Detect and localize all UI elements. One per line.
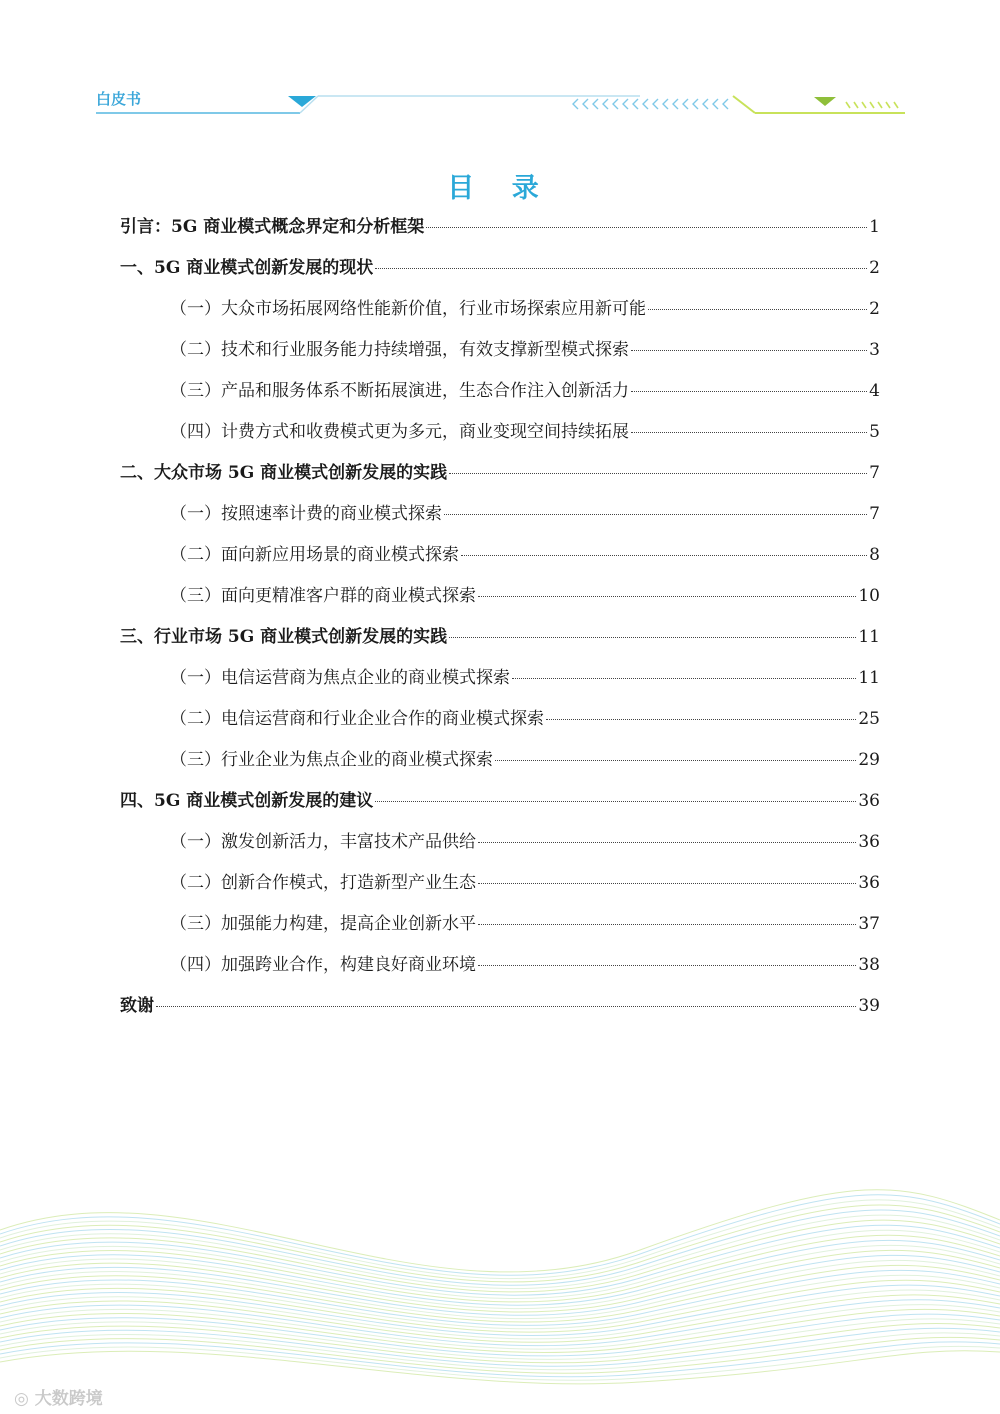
- toc-dot-leader: [375, 801, 856, 802]
- toc-entry-text: （四）加强跨业合作，构建良好商业环境: [170, 955, 476, 975]
- toc-dot-leader: [426, 227, 867, 228]
- toc-entry-text: （一）激发创新活力，丰富技术产品供给: [170, 832, 476, 852]
- watermark-text: 大数跨境: [34, 1389, 103, 1409]
- toc-entry-text: 二、大众市场 5G 商业模式创新发展的实践: [120, 463, 448, 483]
- toc-entry[interactable]: [120, 540, 880, 581]
- toc-entry-text: （四）计费方式和收费模式更为多元，商业变现空间持续拓展: [170, 422, 629, 442]
- toc-dot-leader: [631, 350, 867, 351]
- toc-page-number: 3: [869, 340, 880, 360]
- decorative-wave-lines: [0, 1150, 1000, 1414]
- header-label: 白皮书: [96, 90, 142, 108]
- toc-entry-text: 引言：5G 商业模式概念界定和分析框架: [120, 217, 425, 237]
- header-decoration: [0, 0, 1000, 130]
- toc-dot-leader: [478, 924, 856, 925]
- watermark: [14, 1384, 103, 1409]
- toc-page-number: 4: [869, 381, 880, 401]
- toc-dot-leader: [631, 432, 867, 433]
- toc-page-number: 37: [858, 914, 880, 934]
- toc-entry[interactable]: [120, 663, 880, 704]
- toc-page-number: 38: [858, 955, 880, 975]
- page-header: [0, 0, 1000, 130]
- toc-entry[interactable]: [120, 458, 880, 499]
- toc-dot-leader: [495, 760, 856, 761]
- toc-dot-leader: [478, 596, 856, 597]
- table-of-contents: [120, 212, 880, 1032]
- toc-dot-leader: [478, 883, 856, 884]
- watermark-logo-icon: ◎: [14, 1389, 35, 1409]
- toc-entry[interactable]: [120, 622, 880, 663]
- toc-page-number: 8: [869, 545, 880, 565]
- toc-page-number: 7: [869, 463, 880, 483]
- toc-dot-leader: [156, 1006, 856, 1007]
- toc-entry[interactable]: [120, 417, 880, 458]
- toc-entry-text: 致谢: [120, 996, 154, 1016]
- toc-dot-leader: [449, 473, 867, 474]
- toc-page-number: 11: [858, 627, 880, 647]
- toc-dot-leader: [631, 391, 867, 392]
- toc-page-number: 2: [869, 258, 880, 278]
- triangle-marker-lime-icon: [814, 97, 836, 106]
- toc-dot-leader: [444, 514, 867, 515]
- toc-entry-text: 四、5G 商业模式创新发展的建议: [120, 791, 374, 811]
- toc-entry[interactable]: [120, 253, 880, 294]
- toc-entry[interactable]: [120, 786, 880, 827]
- toc-entry[interactable]: [120, 212, 880, 253]
- toc-dot-leader: [478, 965, 856, 966]
- toc-entry[interactable]: [120, 376, 880, 417]
- toc-entry-text: 一、5G 商业模式创新发展的现状: [120, 258, 374, 278]
- toc-entry-text: （二）技术和行业服务能力持续增强，有效支撑新型模式探索: [170, 340, 629, 360]
- toc-page-number: 29: [858, 750, 880, 770]
- toc-entry-text: （二）电信运营商和行业企业合作的商业模式探索: [170, 709, 544, 729]
- toc-dot-leader: [375, 268, 867, 269]
- toc-entry[interactable]: [120, 581, 880, 622]
- toc-entry[interactable]: [120, 909, 880, 950]
- toc-entry-text: （三）加强能力构建，提高企业创新水平: [170, 914, 476, 934]
- toc-entry-text: （一）电信运营商为焦点企业的商业模式探索: [170, 668, 510, 688]
- toc-page-number: 2: [869, 299, 880, 319]
- toc-entry-text: （三）产品和服务体系不断拓展演进，生态合作注入创新活力: [170, 381, 629, 401]
- toc-dot-leader: [512, 678, 856, 679]
- toc-page-number: 36: [858, 791, 880, 811]
- toc-dot-leader: [478, 842, 856, 843]
- toc-entry[interactable]: [120, 335, 880, 376]
- toc-entry-text: 三、行业市场 5G 商业模式创新发展的实践: [120, 627, 448, 647]
- toc-entry-text: （二）面向新应用场景的商业模式探索: [170, 545, 459, 565]
- toc-dot-leader: [449, 637, 856, 638]
- toc-title: 目 录: [447, 173, 553, 204]
- toc-entry[interactable]: [120, 499, 880, 540]
- toc-entry[interactable]: [120, 745, 880, 786]
- toc-page-number: 25: [858, 709, 880, 729]
- toc-entry[interactable]: [120, 991, 880, 1032]
- toc-page-number: 1: [869, 217, 880, 237]
- toc-entry[interactable]: [120, 827, 880, 868]
- toc-entry[interactable]: [120, 868, 880, 909]
- toc-page-number: 39: [858, 996, 880, 1016]
- toc-entry[interactable]: [120, 294, 880, 335]
- toc-entry-text: （一）大众市场拓展网络性能新价值，行业市场探索应用新可能: [170, 299, 646, 319]
- toc-page-number: 7: [869, 504, 880, 524]
- toc-entry[interactable]: [120, 704, 880, 745]
- toc-dot-leader: [461, 555, 867, 556]
- toc-entry-text: （三）行业企业为焦点企业的商业模式探索: [170, 750, 493, 770]
- toc-entry-text: （一）按照速率计费的商业模式探索: [170, 504, 442, 524]
- toc-page-number: 5: [869, 422, 880, 442]
- toc-dot-leader: [546, 719, 856, 720]
- toc-entry[interactable]: [120, 950, 880, 991]
- toc-page-number: 36: [858, 832, 880, 852]
- toc-dot-leader: [648, 309, 867, 310]
- toc-page-number: 36: [858, 873, 880, 893]
- toc-page-number: 10: [858, 586, 880, 606]
- toc-page-number: 11: [858, 668, 880, 688]
- toc-entry-text: （三）面向更精准客户群的商业模式探索: [170, 586, 476, 606]
- chevron-row-icon: [573, 99, 728, 109]
- toc-entry-text: （二）创新合作模式，打造新型产业生态: [170, 873, 476, 893]
